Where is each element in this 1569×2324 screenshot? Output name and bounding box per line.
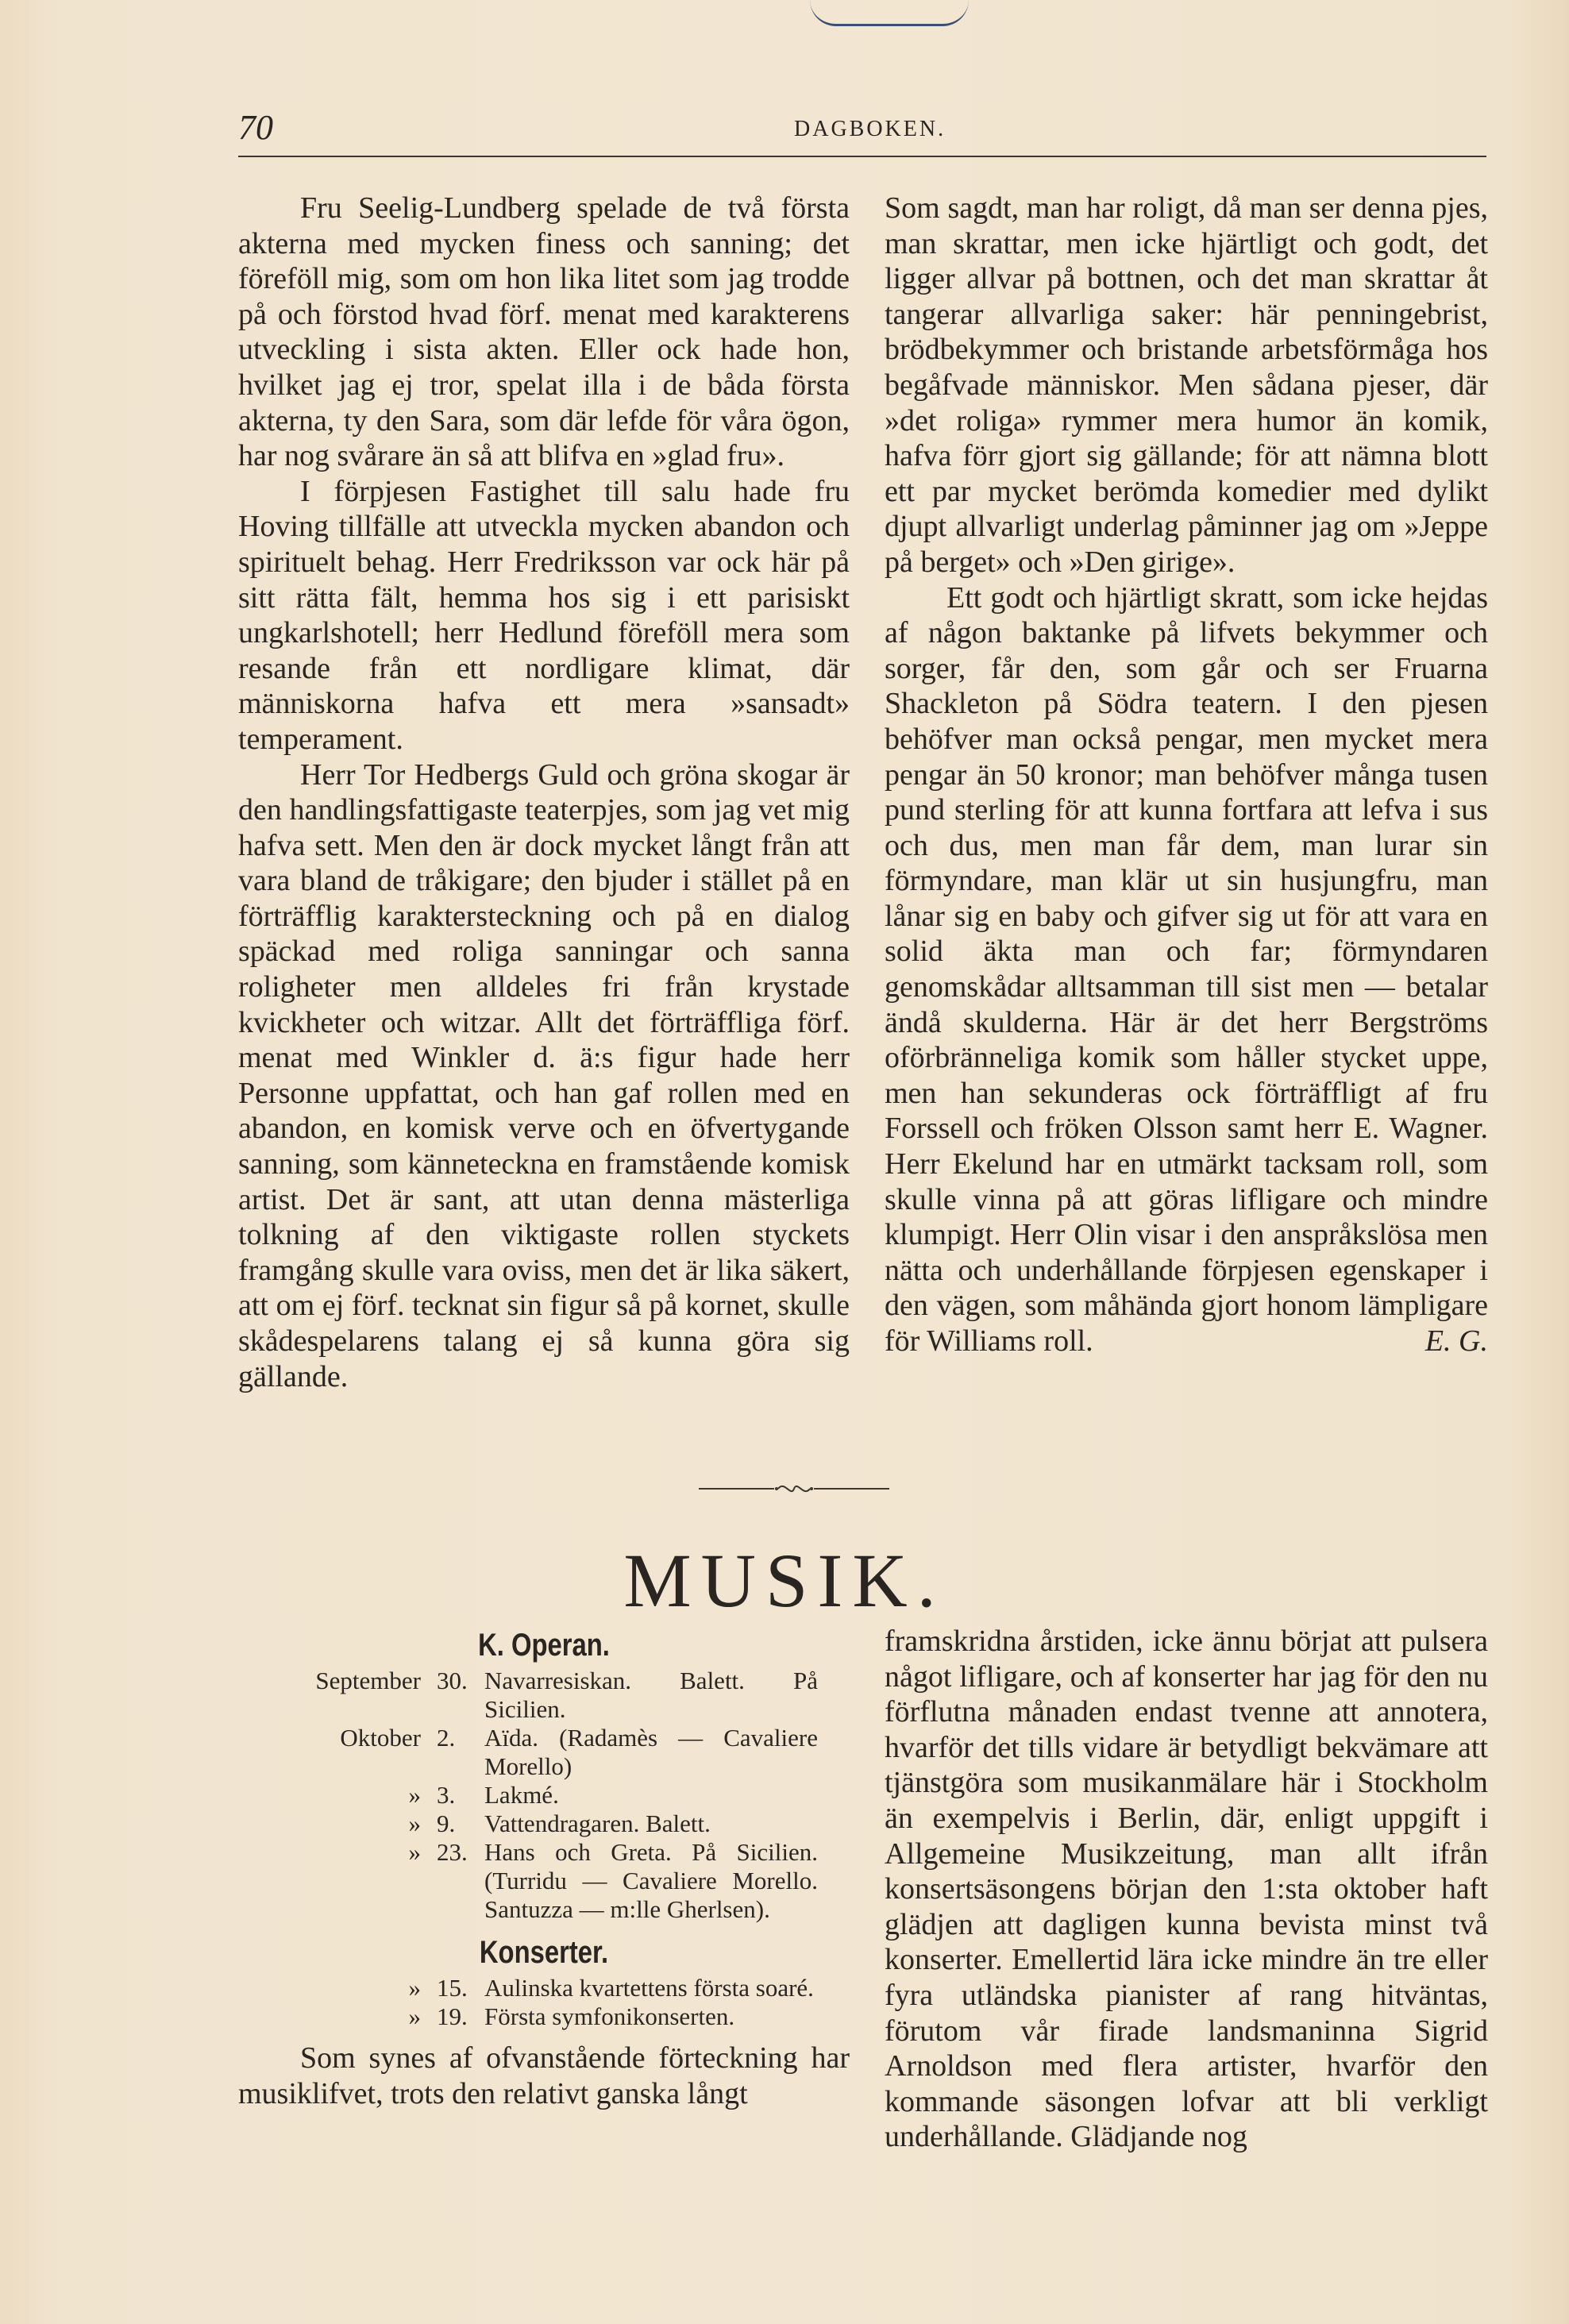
paragraph: I förpjesen Fastighet till salu hade fru Hoving tillfälle att utveckla mycken abandon och spirituelt behag. Herr Fredriksson var ock här på sitt rätta fält, hemma hos sig i ett parisiskt ungkarlshotell; herr Hedlund föreföll mera som resande från ett nordligare klimat, där människorna hafva ett mera »sansadt» temperament.	[238, 474, 850, 756]
listing-row	[238, 1974, 850, 2002]
page-header	[238, 107, 1485, 155]
paragraph: Herr Tor Hedbergs Guld och gröna skogar är den handlingsfattigaste teaterpjes, som jag vet mig hafva sett. Men den är dock mycket långt från att vara bland de tråkigare; den bjuder i stället på en förträfflig karaktersteckning och på en dialog späckad med roliga sanningar och sanna roligheter men alldeles fri från krystade kvickheter och witzar. Allt det förträffliga förf. menat med Winkler d. ä:s figur hade herr Personne uppfattat, och han gaf rollen med en abandon, en komisk verve och en öfvertygande sanning, som känneteckna en framstående komisk artist. Det är sant, att utan denna mästerliga tolkning af den viktigaste rollen styckets framgång skulle vara oviss, men det är lika säkert, att om ej förf. tecknat sin figur så på kornet, skulle skådespelarens talang ej så kunna göra sig gällande.	[238, 757, 850, 1393]
listing-row	[238, 1838, 850, 1924]
listing-day: 2.	[437, 1724, 456, 1752]
paragraph: Som synes af ofvanstående förteckning har musiklifvet, trots den relativt ganska långt	[238, 2041, 850, 2110]
listing-row	[238, 1809, 850, 1838]
header-rule	[238, 156, 1486, 157]
right-column-top	[885, 191, 1488, 1359]
listing-title: Lakmé.	[484, 1781, 559, 1809]
listing-month: »	[408, 1809, 421, 1837]
listing-day: 15.	[437, 1974, 468, 2002]
paragraph-text: Ett godt och hjärtligt skratt, som icke hejdas af någon baktanke på lifvets bekymmer och sorger, får den, som går och ser Fruarna Shackleton på Södra teatern. I den pjesen behöfver man också pengar, men mycket mera pengar än 50 kronor; man behöfver många tusen pund sterling för att kunna fortfara att lefva i sus och dus, men man får dem, man lurar sin förmyndare, man klär ut sin husjungfru, man lånar sig en baby och gifver sig ut för att vara en solid äkta man och far; förmyndaren genomskådar alltsamman till sist men — betalar ändå skulderna. Här är det herr Bergströms oförbränneliga komik som håller stycket uppe, men han sekunderas ock förträffligt af fru Forssell och fröken Olsson samt herr E. Wagner. Herr Ekelund har en utmärkt tacksam roll, som skulle vinna på att göras lifligare och mindre klumpigt. Herr Olin visar i den anspråkslösa men nätta och underhållande förpjesen egenskaper i den vägen, som måhända gjort honom lämpligare för Williams roll.	[885, 580, 1488, 1358]
running-head: DAGBOKEN.	[794, 117, 946, 141]
listing-title: Första symfonikonserten.	[484, 2002, 735, 2030]
listing-row	[238, 1667, 850, 1724]
listing-month: September	[315, 1667, 421, 1694]
listing-month: »	[408, 2002, 421, 2030]
listing-row	[238, 1781, 850, 1809]
listing-title: Aïda. (Radamès — Cavaliere Morello)	[484, 1724, 818, 1780]
listing-day: 9.	[437, 1809, 456, 1837]
page-number: 70	[238, 108, 273, 147]
performance-listing	[238, 1628, 850, 2111]
listing-month: Oktober	[340, 1724, 421, 1752]
listing-month: »	[408, 1838, 421, 1866]
left-column-bottom	[238, 2041, 850, 2111]
listing-day: 3.	[437, 1781, 456, 1809]
listing-month: »	[408, 1781, 421, 1809]
listing-day: 30.	[437, 1667, 468, 1694]
opera-heading: K. Operan.	[478, 1628, 610, 1663]
paragraph: framskridna årstiden, icke ännu börjat att pulsera något lifligare, och af konserter har jag för den nu förflutna månaden endast tvenne att annotera, hvarför det tills vidare är betydligt bekvämare att tjänstgöra som musikanmälare här i Stockholm än exempelvis i Berlin, där, enligt uppgift i Allgemeine Musikzeitung, man allt ifrån konsertsäsongens början den 1:sta oktober haft glädjen att dagligen kunna bevista minst två konserter. Emellertid lära icke mindre än tre eller fyra utländska pianister af rang hitväntas, förutom vår firade landsmaninna Sigrid Arnoldson med flera artister, hvarför den kommande säsongen lofvar att bli verkligt underhållande. Glädjande nog	[885, 1624, 1488, 2154]
listing-title: Hans och Greta. På Sicilien. (Turridu — Cavaliere Morello. Santuzza — m:lle Gherlsen).	[484, 1838, 818, 1923]
left-column-top	[238, 191, 850, 1394]
section-divider-ornament	[699, 1477, 889, 1501]
listing-row	[238, 1724, 850, 1781]
listing-row	[238, 2002, 850, 2031]
paragraph: Som sagdt, man har roligt, då man ser denna pjes, man skrattar, men icke hjärtligt och godt, det ligger allvar på bottnen, och det man skrattar åt tangerar allvarliga saker: här penningebrist, brödbekymmer och bristande arbetsförmåga hos begåfvade människor. Men sådana pjeser, där »det roliga» rymmer mera humor än komik, hafva förr gjort sig gällande; för att nämna blott ett par mycket berömda komedier med dylikt djupt allvarligt underlag påminner jag om »Jeppe på berget» och »Den girige».	[885, 191, 1488, 579]
listing-title: Aulinska kvartettens första soaré.	[484, 1974, 814, 2002]
listing-day: 19.	[437, 2002, 468, 2030]
listing-month: »	[408, 1974, 421, 2002]
listing-title: Vattendragaren. Balett.	[484, 1809, 711, 1837]
author-signature: E. G.	[1424, 1324, 1488, 1358]
listing-day: 23.	[437, 1838, 468, 1866]
concerts-heading: Konserter.	[479, 1935, 609, 1970]
paragraph	[885, 580, 1488, 1359]
section-title: MUSIK.	[623, 1538, 946, 1623]
page-tab-mark	[810, 0, 969, 26]
right-column-bottom	[885, 1624, 1488, 2155]
paragraph: Fru Seelig-Lundberg spelade de två första akterna med mycken finess och sanning; det föreföll mig, som om hon lika litet som jag trodde på och förstod hvad förf. menat med karakterens utveckling i sista akten. Eller ock hade hon, hvilket jag ej tror, spelat illa i de båda första akterna, ty den Sara, som där lefde för våra ögon, har nog svårare än så att blifva en »glad fru».	[238, 191, 850, 473]
listing-title: Navarresiskan. Balett. På Sicilien.	[484, 1667, 818, 1723]
